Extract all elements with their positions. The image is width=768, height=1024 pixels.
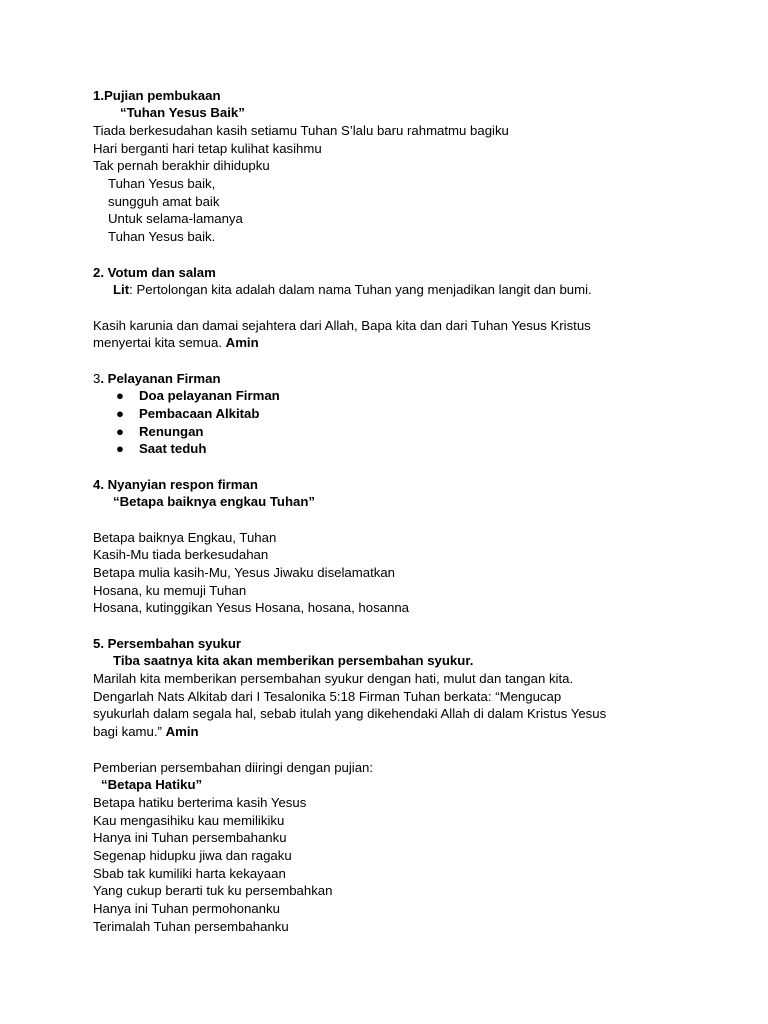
song-line: Betapa hatiku berterima kasih Yesus xyxy=(93,795,307,810)
bullet-icon: ● xyxy=(116,441,124,456)
song-line: Terimalah Tuhan persembahanku xyxy=(93,919,289,934)
list-item xyxy=(0,405,768,423)
verse-line: Betapa baiknya Engkau, Tuhan xyxy=(93,530,277,545)
section-1-song-title: “Tuhan Yesus Baik” xyxy=(120,105,245,120)
section-2-heading: 2. Votum dan salam xyxy=(93,265,216,280)
section-1-heading: 1.Pujian pembukaan xyxy=(93,88,221,103)
verse-line: Betapa mulia kasih-Mu, Yesus Jiwaku diselamatkan xyxy=(93,565,396,580)
list-item xyxy=(0,423,768,441)
song-line: Segenap hidupku jiwa dan ragaku xyxy=(93,848,292,863)
grace-line xyxy=(93,334,259,352)
chorus-line: Untuk selama-lamanya xyxy=(108,211,243,226)
section-4-heading: 4. Nyanyian respon firman xyxy=(93,477,258,492)
lit-label: Lit xyxy=(113,282,130,297)
song-line: Kau mengasihiku kau memilikiku xyxy=(93,813,285,828)
section-3-heading xyxy=(93,370,221,388)
section-5-song-title: “Betapa Hatiku” xyxy=(101,777,203,792)
body-line-text: bagi kamu.” xyxy=(93,724,166,739)
grace-line: Kasih karunia dan damai sejahtera dari Allah, Bapa kita dan dari Tuhan Yesus Kristus xyxy=(93,318,591,333)
song-line: Hanya ini Tuhan permohonanku xyxy=(93,901,280,916)
verse-line: Tak pernah berakhir dihidupku xyxy=(93,158,270,173)
section-3-number: 3 xyxy=(93,371,101,386)
body-line: Dengarlah Nats Alkitab dari I Tesalonika 5:18 Firman Tuhan berkata: “Mengucap xyxy=(93,689,562,704)
grace-line-text: menyertai kita semua. xyxy=(93,335,226,350)
section-5-heading: 5. Persembahan syukur xyxy=(93,636,242,651)
bullet-icon: ● xyxy=(116,406,124,421)
bullet-icon: ● xyxy=(116,388,124,403)
amin-label: Amin xyxy=(165,724,199,739)
verse-line: Hosana, kutinggikan Yesus Hosana, hosana, hosanna xyxy=(93,600,410,615)
verse-line: Kasih-Mu tiada berkesudahan xyxy=(93,547,269,562)
list-item-label: Pembacaan Alkitab xyxy=(139,406,260,421)
offering-intro: Pemberian persembahan diiringi dengan pujian: xyxy=(93,760,374,775)
list-item-label: Saat teduh xyxy=(139,441,207,456)
list-item-label: Doa pelayanan Firman xyxy=(139,388,280,403)
song-line: Yang cukup berarti tuk ku persembahkan xyxy=(93,883,333,898)
list-item xyxy=(0,387,768,405)
section-3-title: . Pelayanan Firman xyxy=(100,371,221,386)
list-item xyxy=(0,440,768,458)
bullet-icon: ● xyxy=(116,424,124,439)
song-line: Sbab tak kumiliki harta kekayaan xyxy=(93,866,286,881)
body-line: syukurlah dalam segala hal, sebab itulah yang dikehendaki Allah di dalam Kristus Yesus xyxy=(93,706,607,721)
body-line: Marilah kita memberikan persembahan syukur dengan hati, mulut dan tangan kita. xyxy=(93,671,574,686)
amin-label: Amin xyxy=(225,335,259,350)
chorus-line: sungguh amat baik xyxy=(108,194,220,209)
verse-line: Tiada berkesudahan kasih setiamu Tuhan S’lalu baru rahmatmu bagiku xyxy=(93,123,509,138)
section-4-song-title: “Betapa baiknya engkau Tuhan” xyxy=(113,494,316,509)
liturgist-line xyxy=(113,281,592,299)
list-item-label: Renungan xyxy=(139,424,204,439)
section-5-subtitle: Tiba saatnya kita akan memberikan persembahan syukur. xyxy=(113,653,474,668)
chorus-line: Tuhan Yesus baik. xyxy=(108,229,216,244)
chorus-line: Tuhan Yesus baik, xyxy=(108,176,216,191)
body-line xyxy=(93,723,199,741)
lit-text: : Pertolongan kita adalah dalam nama Tuhan yang menjadikan langit dan bumi. xyxy=(129,282,592,297)
verse-line: Hosana, ku memuji Tuhan xyxy=(93,583,247,598)
verse-line: Hari berganti hari tetap kulihat kasihmu xyxy=(93,141,322,156)
song-line: Hanya ini Tuhan persembahanku xyxy=(93,830,287,845)
